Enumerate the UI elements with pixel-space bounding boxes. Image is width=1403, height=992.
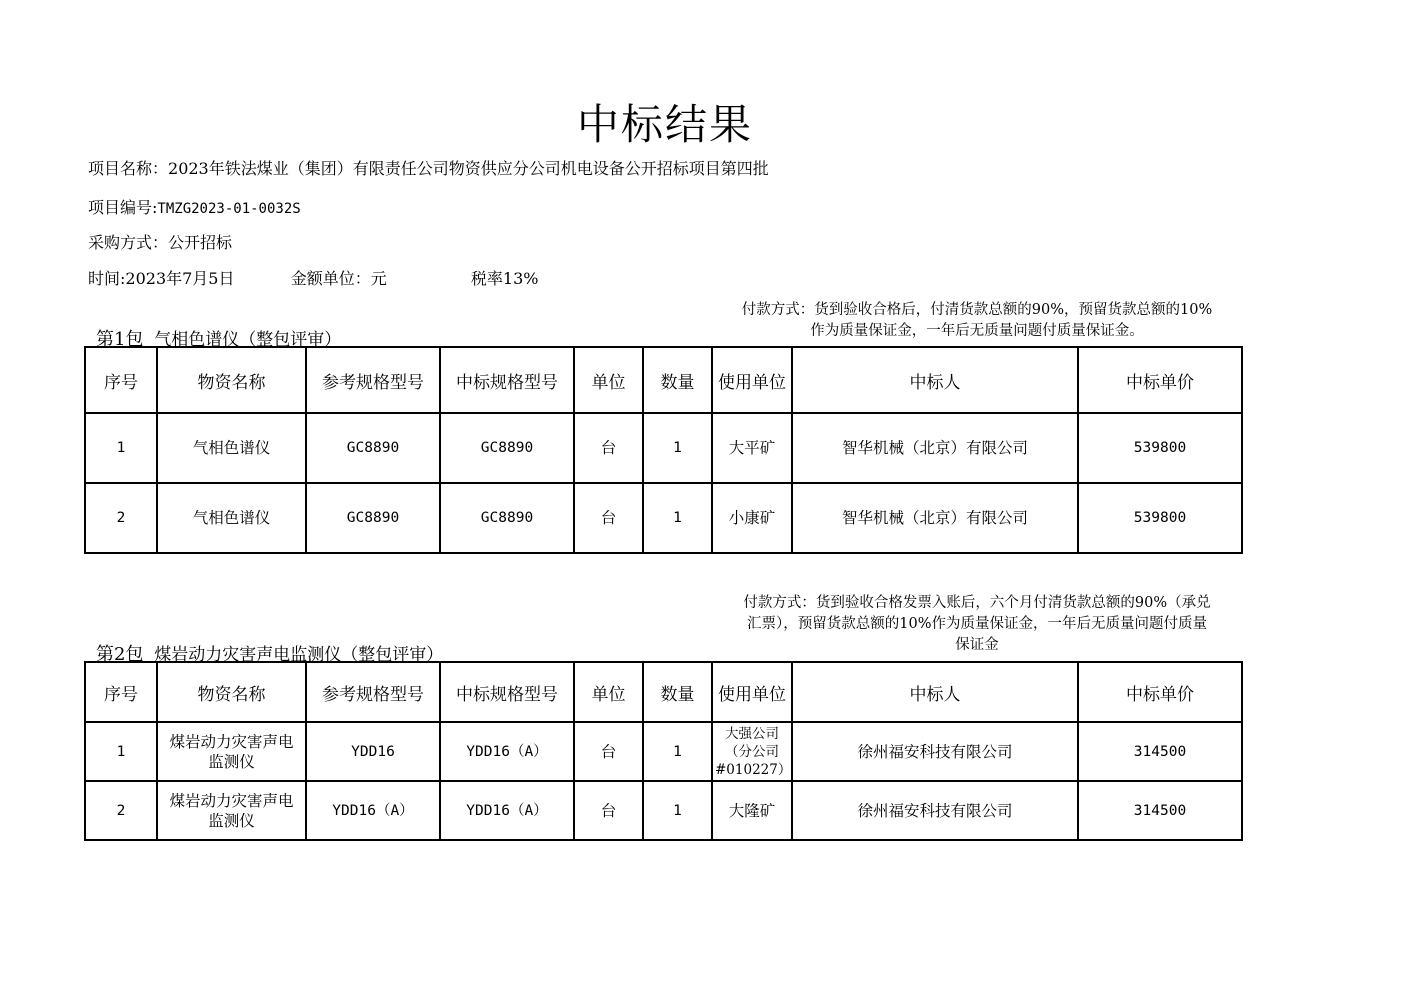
header-cell: 使用单位 <box>712 662 792 722</box>
payment-terms-line: 付款方式：货到验收合格后，付清货款总额的90%，预留货款总额的10% <box>741 302 1213 318</box>
quantity: 1 <box>643 722 712 781</box>
quantity: 1 <box>643 483 712 553</box>
winner: 徐州福安科技有限公司 <box>792 722 1078 781</box>
project-code: TMZG2023-01-0032S <box>157 201 301 217</box>
header-cell: 序号 <box>85 347 157 413</box>
date-unit-tax-line <box>88 266 538 289</box>
package-number: 第1包 <box>96 329 144 350</box>
header-cell: 中标人 <box>792 347 1078 413</box>
table-row <box>85 483 1242 553</box>
winner: 徐州福安科技有限公司 <box>792 781 1078 840</box>
payment-terms-line: 付款方式：货到验收合格发票入账后，六个月付清货款总额的90%（承兑 <box>743 595 1211 611</box>
project-name-line <box>88 156 769 179</box>
currency-unit-label: 金额单位： <box>290 269 371 288</box>
item-name: 气相色谱仪 <box>157 483 306 553</box>
header-cell: 中标规格型号 <box>440 347 574 413</box>
package-1-payment-terms <box>712 300 1242 342</box>
header-cell: 单位 <box>574 347 643 413</box>
user-unit <box>712 722 792 781</box>
date-label: 时间: <box>88 269 126 288</box>
row-number: 1 <box>85 722 157 781</box>
item-name: 气相色谱仪 <box>157 413 306 483</box>
bid-model: YDD16（A） <box>440 781 574 840</box>
item-name-line: 监测仪 <box>208 752 255 771</box>
project-code-line <box>88 195 301 218</box>
unit-price: 314500 <box>1078 722 1242 781</box>
package-2-table <box>84 661 1243 841</box>
table-header-row <box>85 662 1242 722</box>
winner: 智华机械（北京）有限公司 <box>792 413 1078 483</box>
header-cell: 中标人 <box>792 662 1078 722</box>
table-row <box>85 781 1242 840</box>
header-cell: 参考规格型号 <box>306 347 440 413</box>
item-name <box>157 722 306 781</box>
reference-model: GC8890 <box>306 483 440 553</box>
table-row <box>85 722 1242 781</box>
row-number: 1 <box>85 413 157 483</box>
winner: 智华机械（北京）有限公司 <box>792 483 1078 553</box>
package-2-payment-terms <box>712 593 1242 656</box>
procurement-method: 公开招标 <box>168 233 233 252</box>
package-number: 第2包 <box>96 644 144 665</box>
tax-rate: 13% <box>502 269 539 288</box>
unit-price: 539800 <box>1078 483 1242 553</box>
header-cell: 数量 <box>643 347 712 413</box>
package-name: 气相色谱仪（整包评审） <box>154 330 342 350</box>
row-number: 2 <box>85 781 157 840</box>
bid-model: YDD16（A） <box>440 722 574 781</box>
unit: 台 <box>574 722 643 781</box>
unit: 台 <box>574 781 643 840</box>
unit-price: 539800 <box>1078 413 1242 483</box>
payment-terms-line: 汇票），预留货款总额的10%作为质量保证金，一年后无质量问题付质量 <box>747 616 1207 632</box>
header-cell: 物资名称 <box>157 347 306 413</box>
header-cell: 参考规格型号 <box>306 662 440 722</box>
procurement-method-line <box>88 230 232 253</box>
reference-model: YDD16 <box>306 722 440 781</box>
item-name-line: 监测仪 <box>208 811 255 830</box>
user-unit-line: 大强公司 <box>725 725 779 742</box>
currency-unit: 元 <box>370 269 387 288</box>
user-unit: 小康矿 <box>712 483 792 553</box>
payment-terms-line: 作为质量保证金，一年后无质量问题付质量保证金。 <box>810 323 1144 339</box>
unit: 台 <box>574 483 643 553</box>
item-name-line: 煤岩动力灾害声电 <box>169 732 294 751</box>
tax-rate-label: 税率 <box>470 269 503 288</box>
package-name: 煤岩动力灾害声电监测仪（整包评审） <box>154 645 444 665</box>
header-cell: 物资名称 <box>157 662 306 722</box>
item-name <box>157 781 306 840</box>
reference-model: GC8890 <box>306 413 440 483</box>
table-row <box>85 413 1242 483</box>
header-cell: 使用单位 <box>712 347 792 413</box>
unit: 台 <box>574 413 643 483</box>
header-cell: 序号 <box>85 662 157 722</box>
page-title: 中标结果 <box>576 100 753 149</box>
header-cell: 单位 <box>574 662 643 722</box>
table-header-row <box>85 347 1242 413</box>
quantity: 1 <box>643 781 712 840</box>
user-unit: 大隆矿 <box>712 781 792 840</box>
bid-model: GC8890 <box>440 413 574 483</box>
item-name-line: 煤岩动力灾害声电 <box>169 791 294 810</box>
bid-model: GC8890 <box>440 483 574 553</box>
header-cell: 数量 <box>643 662 712 722</box>
user-unit: 大平矿 <box>712 413 792 483</box>
project-name: 2023年铁法煤业（集团）有限责任公司物资供应分公司机电设备公开招标项目第四批 <box>168 159 769 178</box>
reference-model: YDD16（A） <box>306 781 440 840</box>
package-1-table <box>84 346 1243 554</box>
project-name-label: 项目名称： <box>88 159 169 178</box>
unit-price: 314500 <box>1078 781 1242 840</box>
user-unit-line: #010227） <box>715 761 792 778</box>
header-cell: 中标规格型号 <box>440 662 574 722</box>
date: 2023年7月5日 <box>125 269 235 288</box>
project-code-label: 项目编号: <box>88 198 158 217</box>
header-cell: 中标单价 <box>1078 662 1242 722</box>
user-unit-line: （分公司 <box>725 743 779 760</box>
payment-terms-line: 保证金 <box>955 637 999 653</box>
procurement-method-label: 采购方式： <box>88 233 169 252</box>
row-number: 2 <box>85 483 157 553</box>
quantity: 1 <box>643 413 712 483</box>
header-cell: 中标单价 <box>1078 347 1242 413</box>
